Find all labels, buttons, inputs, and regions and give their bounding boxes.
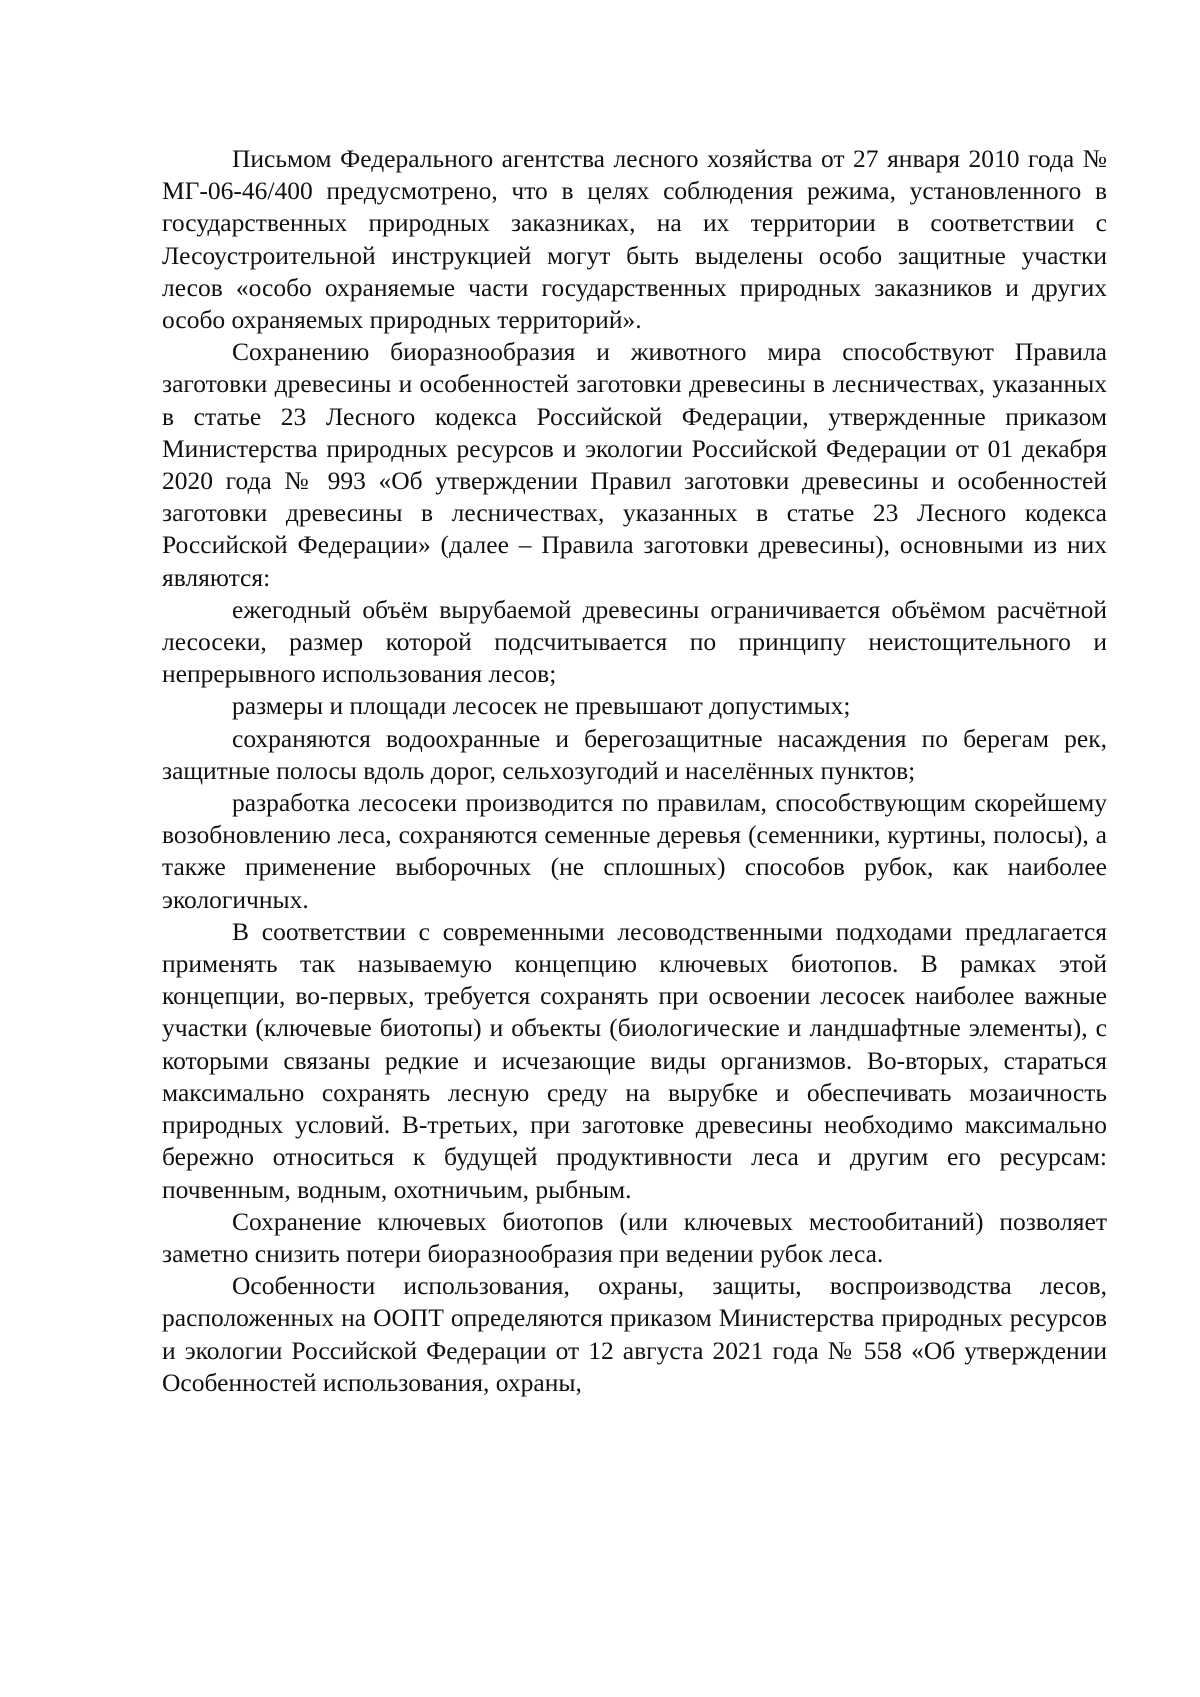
- paragraph-7: В соответствии с современными лесоводственными подходами предлагается применять так называемую концепцию ключевых биотопов. В рамках этой концепции, во-первых, требуется сохранять при освоении лесосек наиболее важные участки (ключевые биотопы) и объекты (биологические и ландшафтные элементы), с которыми связаны редкие и исчезающие виды организмов. Во-вторых, стараться максимально сохранять лесную среду на вырубке и обеспечивать мозаичность природных условий. В-третьих, при заготовке древесины необходимо максимально бережно относиться к будущей продуктивности леса и другим его ресурсам: почвенным, водным, охотничьим, рыбным.: [162, 916, 1107, 1204]
- paragraph-8: Сохранение ключевых биотопов (или ключевых местообитаний) позволяет заметно снизить потери биоразнообразия при ведении рубок леса.: [162, 1206, 1107, 1268]
- paragraph-5: сохраняются водоохранные и берегозащитные насаждения по берегам рек, защитные полосы вдоль дорог, сельхозугодий и населённых пунктов;: [162, 723, 1107, 785]
- paragraph-1: Письмом Федерального агентства лесного хозяйства от 27 января 2010 года № МГ-06-46/400 предусмотрено, что в целях соблюдения режима, установленного в государственных природных заказниках, на их территории в соответствии с Лесоустроительной инструкцией могут быть выделены особо защитные участки лесов «особо охраняемые части государственных природных заказников и других особо охраняемых природных территорий».: [162, 144, 1107, 335]
- paragraph-2: Сохранению биоразнообразия и животного мира способствуют Правила заготовки древесины и особенностей заготовки древесины в лесничествах, указанных в статье 23 Лесного кодекса Российской Федерации, утвержденные приказом Министерства природных ресурсов и экологии Российской Федерации от 01 декабря 2020 года № 993 «Об утверждении Правил заготовки древесины и особенностей заготовки древесины в лесничествах, указанных в статье 23 Лесного кодекса Российской Федерации» (далее – Правила заготовки древесины), основными из них являются:: [162, 337, 1107, 592]
- document-body: [162, 143, 1107, 1399]
- paragraph-6: разработка лесосеки производится по правилам, способствующим скорейшему возобновлению леса, сохраняются семенные деревья (семенники, куртины, полосы), а также применение выборочных (не сплошных) способов рубок, как наиболее экологичных.: [162, 788, 1107, 914]
- paragraph-3: ежегодный объём вырубаемой древесины ограничивается объёмом расчётной лесосеки, размер которой подсчитывается по принципу неистощительного и непрерывного использования лесов;: [162, 594, 1107, 689]
- paragraph-9: Особенности использования, охраны, защиты, воспроизводства лесов, расположенных на ООПТ определяются приказом Министерства природных ресурсов и экологии Российской Федерации от 12 августа 2021 года № 558 «Об утверждении Особенностей использования, охраны,: [162, 1271, 1107, 1397]
- paragraph-4: размеры и площади лесосек не превышают допустимых;: [232, 691, 851, 721]
